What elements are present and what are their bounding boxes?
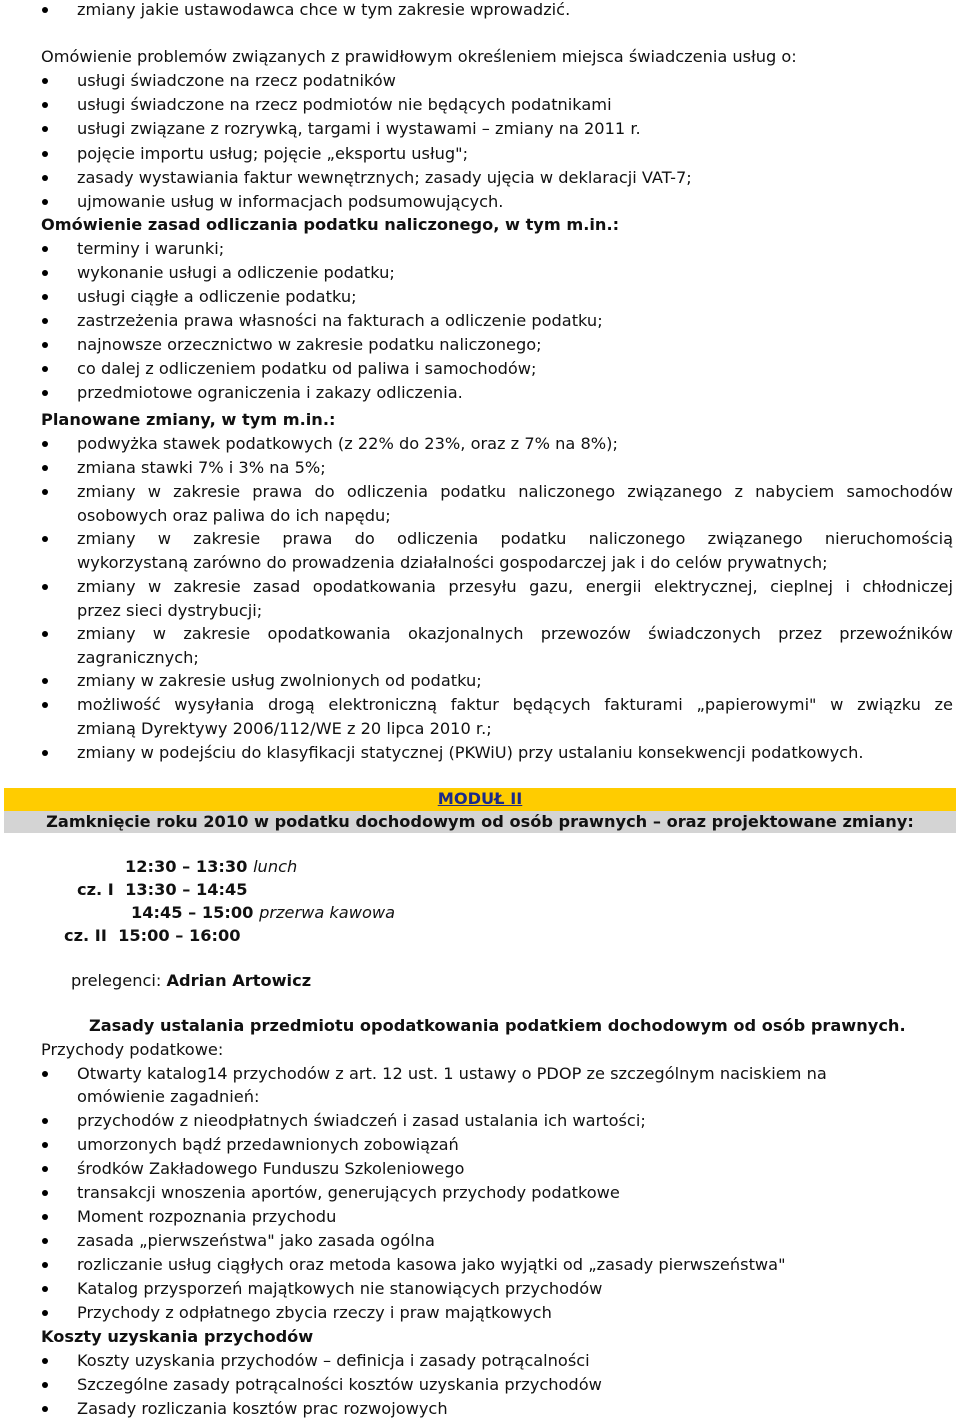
bullet-icon: [42, 175, 48, 181]
module-title: MODUŁ II: [437, 789, 523, 808]
list-item-continuation: osobowych oraz paliwa do ich napędu;: [77, 506, 391, 525]
module-subtitle: Zamknięcie roku 2010 w podatku dochodowym od osób prawnych – oraz projektowane zmiany:: [46, 812, 914, 831]
list-item: transakcji wnoszenia aportów, generujących przychody podatkowe: [77, 1183, 620, 1202]
list-item-continuation: zagranicznych;: [77, 648, 199, 667]
bullet-icon: [42, 631, 48, 637]
list-item: zmiany w zakresie opodatkowania okazjonalnych przewozów świadczonych przez przewoźników: [77, 624, 953, 643]
list-item: zmiany w zakresie zasad opodatkowania przesyłu gazu, energii elektrycznej, cieplnej i chłodniczej: [77, 577, 953, 596]
bullet-icon: [42, 1190, 48, 1196]
list-item: zmiany w podejściu do klasyfikacji statycznej (PKWiU) przy ustalaniu konsekwencji podatkowych.: [77, 743, 864, 762]
list-item: zmiany w zakresie usług zwolnionych od podatku;: [77, 671, 482, 690]
bullet-icon: [42, 702, 48, 708]
bullet-icon: [42, 1214, 48, 1220]
list-item: zasada „pierwszeństwa" jako zasada ogólna: [77, 1231, 435, 1250]
list-item: podwyżka stawek podatkowych (z 22% do 23%, oraz z 7% na 8%);: [77, 434, 618, 453]
list-item: środków Zakładowego Funduszu Szkoleniowego: [77, 1159, 465, 1178]
bullet-icon: [42, 78, 48, 84]
list-item: ujmowanie usług w informacjach podsumowujących.: [77, 192, 504, 211]
list-item-continuation: przez sieci dystrybucji;: [77, 601, 263, 620]
speakers: prelegenci: Adrian Artowicz: [71, 971, 312, 990]
list-item: najnowsze orzecznictwo w zakresie podatku naliczonego;: [77, 335, 542, 354]
bullet-icon: [42, 151, 48, 157]
section-heading: Przychody podatkowe:: [41, 1040, 224, 1059]
schedule-break: 14:45 – 15:00 przerwa kawowa: [131, 903, 396, 922]
list-item: Otwarty katalog14 przychodów z art. 12 ust. 1 ustawy o PDOP ze szczególnym naciskiem na: [77, 1064, 827, 1083]
bullet-icon: [42, 270, 48, 276]
list-item: usługi świadczone na rzecz podatników: [77, 71, 396, 90]
list-item-continuation: wykorzystaną zarówno do prowadzenia działalności gospodarczej jak i do celów prywatnych;: [77, 553, 828, 572]
section-heading: Koszty uzyskania przychodów: [41, 1327, 314, 1346]
bullet-icon: [42, 584, 48, 590]
bullet-icon: [42, 1071, 48, 1077]
list-item: usługi ciągłe a odliczenie podatku;: [77, 287, 357, 306]
section-heading: Planowane zmiany, w tym m.in.:: [41, 410, 336, 429]
list-item-continuation: omówienie zagadnień:: [77, 1087, 260, 1106]
list-item: Zasady rozliczania kosztów prac rozwojowych: [77, 1399, 448, 1418]
bullet-icon: [42, 678, 48, 684]
bullet-icon: [42, 1142, 48, 1148]
bullet-icon: [42, 1286, 48, 1292]
list-item: przychodów z nieodpłatnych świadczeń i zasad ustalania ich wartości;: [77, 1111, 646, 1130]
schedule-lunch: 12:30 – 13:30 lunch: [125, 857, 298, 876]
list-item: co dalej z odliczeniem podatku od paliwa i samochodów;: [77, 359, 537, 378]
bullet-icon: [42, 390, 48, 396]
list-item: wykonanie usługi a odliczenie podatku;: [77, 263, 395, 282]
bullet-icon: [42, 126, 48, 132]
bullet-icon: [42, 102, 48, 108]
bullet-icon: [42, 1118, 48, 1124]
list-item-continuation: zmianą Dyrektywy 2006/112/WE z 20 lipca 2010 r.;: [77, 719, 492, 738]
list-item: zastrzeżenia prawa własności na fakturach a odliczenie podatku;: [77, 311, 603, 330]
bullet-icon: [42, 750, 48, 756]
list-item: rozliczanie usług ciągłych oraz metoda kasowa jako wyjątki od „zasady pierwszeństwa": [77, 1255, 786, 1274]
bullet-icon: [42, 342, 48, 348]
bullet-icon: [42, 246, 48, 252]
bullet-icon: [42, 489, 48, 495]
list-item: zasady wystawiania faktur wewnętrznych; zasady ujęcia w deklaracji VAT-7;: [77, 168, 692, 187]
list-item: Moment rozpoznania przychodu: [77, 1207, 337, 1226]
list-item: pojęcie importu usług; pojęcie „eksportu usług";: [77, 144, 469, 163]
bullet-icon: [42, 199, 48, 205]
section-title: Zasady ustalania przedmiotu opodatkowania podatkiem dochodowym od osób prawnych.: [89, 1016, 906, 1035]
list-item: Przychody z odpłatnego zbycia rzeczy i praw majątkowych: [77, 1303, 552, 1322]
bullet-icon: [42, 294, 48, 300]
section-heading: Omówienie zasad odliczania podatku naliczonego, w tym m.in.:: [41, 215, 620, 234]
list-item: Koszty uzyskania przychodów – definicja i zasady potrącalności: [77, 1351, 590, 1370]
list-item: zmiany w zakresie prawa do odliczenia podatku naliczonego związanego z nabyciem samochodów: [77, 482, 953, 501]
bullet-icon: [42, 1382, 48, 1388]
schedule-part-1: cz. I 13:30 – 14:45: [77, 880, 248, 899]
list-item: zmiana stawki 7% i 3% na 5%;: [77, 458, 326, 477]
list-item: zmiany w zakresie prawa do odliczenia podatku naliczonego związanego nieruchomością: [77, 529, 953, 548]
list-item: możliwość wysyłania drogą elektroniczną faktur będących fakturami „papierowymi" w związku ze: [77, 695, 953, 714]
list-item: usługi świadczone na rzecz podmiotów nie będących podatnikami: [77, 95, 612, 114]
bullet-icon: [42, 1310, 48, 1316]
bullet-icon: [42, 465, 48, 471]
list-item: usługi związane z rozrywką, targami i wystawami – zmiany na 2011 r.: [77, 119, 641, 138]
bullet-icon: [42, 1406, 48, 1412]
bullet-icon: [42, 366, 48, 372]
bullet-icon: [42, 536, 48, 542]
bullet-icon: [42, 7, 48, 13]
bullet-icon: [42, 1238, 48, 1244]
list-item: Szczególne zasady potrącalności kosztów uzyskania przychodów: [77, 1375, 602, 1394]
section-heading: Omówienie problemów związanych z prawidłowym określeniem miejsca świadczenia usług o:: [41, 47, 797, 66]
bullet-icon: [42, 318, 48, 324]
list-item: terminy i warunki;: [77, 239, 225, 258]
list-item: przedmiotowe ograniczenia i zakazy odliczenia.: [77, 383, 463, 402]
bullet-icon: [42, 1358, 48, 1364]
bullet-icon: [42, 1262, 48, 1268]
list-item: Katalog przysporzeń majątkowych nie stanowiących przychodów: [77, 1279, 603, 1298]
list-item: zmiany jakie ustawodawca chce w tym zakresie wprowadzić.: [77, 0, 571, 19]
schedule-part-2: cz. II 15:00 – 16:00: [64, 926, 241, 945]
bullet-icon: [42, 441, 48, 447]
bullet-icon: [42, 1166, 48, 1172]
list-item: umorzonych bądź przedawnionych zobowiązań: [77, 1135, 459, 1154]
